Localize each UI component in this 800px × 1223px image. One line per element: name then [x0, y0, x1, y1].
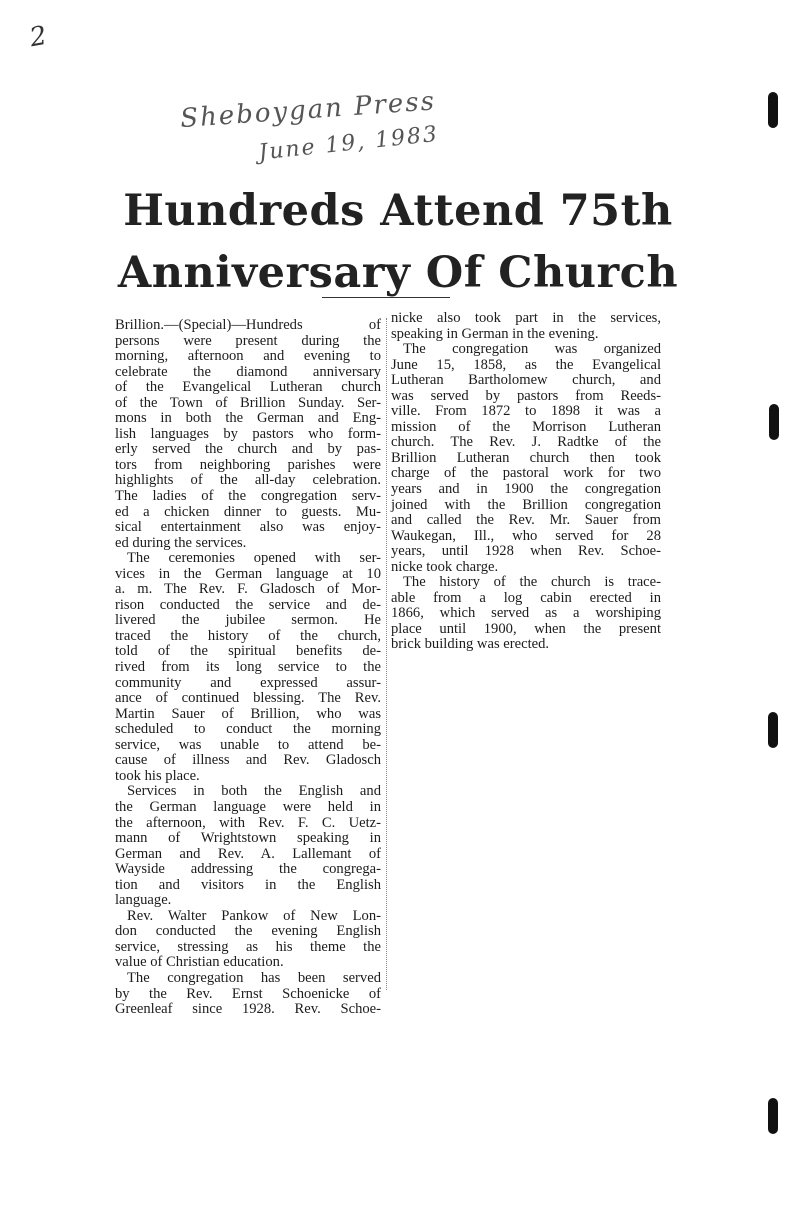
article-text-line: highlights of the all-day celebration.: [115, 472, 381, 489]
article-text-line: sical entertainment also was enjoy-: [115, 519, 381, 536]
article-text-line: brick building was erected.: [391, 636, 550, 653]
article-text-line: ville. From 1872 to 1898 it was a: [391, 403, 661, 420]
article-text-line: rived from its long service to the: [115, 659, 381, 676]
article-text-line: traced the history of the church,: [115, 627, 381, 644]
article-text-line: mission of the Morrison Lutheran: [391, 418, 661, 435]
article-text-line: Brillion.—(Special)—Hundreds of: [115, 317, 381, 333]
article-text-line: Wayside addressing the congrega-: [115, 861, 381, 878]
article-text-line: language.: [115, 892, 172, 909]
article-text-line: livered the jubilee sermon. He: [115, 612, 381, 629]
margin-hole-mark: [768, 92, 778, 128]
article-text-line: of the Evangelical Lutheran church: [115, 379, 381, 396]
article-text-line: value of Christian education.: [115, 954, 284, 971]
article-text-line: by the Rev. Ernst Schoenicke of: [115, 985, 381, 1002]
article-text-line: Lutheran Bartholomew church, and: [391, 372, 661, 389]
article-text-line: Services in both the English and: [127, 783, 381, 800]
article-text-line: the afternoon, with Rev. F. C. Uetz-: [115, 814, 381, 831]
article-text-line: The congregation has been served: [127, 969, 381, 986]
headline-line-2: Anniversary Of Church: [117, 248, 679, 298]
article-column-2: [391, 311, 661, 653]
column-divider: [386, 318, 387, 990]
article-text-line: celebrate the diamond anniversary: [115, 363, 381, 380]
article-text-line: speaking in German in the evening.: [391, 325, 599, 342]
headline-rule: [322, 297, 450, 298]
article-text-line: Waukegan, Ill., who served for 28: [391, 527, 661, 544]
article-text-line: service, stressing as his theme the: [115, 938, 381, 955]
article-text-line: persons were present during the: [115, 332, 381, 349]
article-text-line: cause of illness and Rev. Gladosch: [115, 752, 381, 769]
article-text-line: ance of continued blessing. The Rev.: [115, 690, 381, 707]
headline-line-1: Hundreds Attend 75th: [123, 186, 673, 236]
margin-hole-mark: [768, 712, 778, 748]
article-text-line: place until 1900, when the present: [391, 620, 661, 637]
article-text-line: The ceremonies opened with ser-: [127, 550, 381, 567]
article-text-line: years and in 1900 the congregation: [391, 481, 661, 498]
article-text-line: mann of Wrightstown speaking in: [115, 830, 381, 847]
article-text-line: able from a log cabin erected in: [391, 589, 661, 606]
article-text-line: morning, afternoon and evening to: [115, 348, 381, 365]
article-headline: [108, 180, 688, 304]
article-text-line: The congregation was organized: [403, 341, 661, 358]
article-text-line: church. The Rev. J. Radtke of the: [391, 434, 661, 451]
handwritten-date: June 19, 1983: [257, 121, 441, 166]
article-text-line: community and expressed assur-: [115, 674, 381, 691]
page-number: 2: [27, 20, 50, 54]
article-text-line: and called the Rev. Mr. Sauer from: [391, 512, 661, 529]
article-text-line: Martin Sauer of Brillion, who was: [115, 705, 381, 722]
article-text-line: Rev. Walter Pankow of New Lon-: [127, 907, 381, 924]
article-text-line: of the Town of Brillion Sunday. Ser-: [115, 394, 381, 411]
article-text-line: was served by pastors from Reeds-: [391, 387, 661, 404]
article-text-line: mons in both the German and Eng-: [115, 410, 381, 427]
article-text-line: erly served the church and by pas-: [115, 441, 381, 458]
margin-hole-mark: [769, 404, 779, 440]
article-text-line: scheduled to conduct the morning: [115, 721, 381, 738]
article-text-line: German and Rev. A. Lallemant of: [115, 845, 381, 862]
article-text-line: told of the spiritual benefits de-: [115, 643, 381, 660]
article-text-line: years, until 1928 when Rev. Schoe-: [391, 543, 661, 560]
article-text-line: charge of the pastoral work for two: [391, 465, 661, 482]
article-text-line: took his place.: [115, 767, 200, 784]
article-text-line: tion and visitors in the English: [115, 876, 381, 893]
article-text-line: vices in the German language at 10: [115, 565, 381, 582]
article-text-line: the German language were held in: [115, 798, 381, 815]
article-text-line: Brillion Lutheran church then took: [391, 449, 661, 466]
margin-hole-mark: [768, 1098, 778, 1134]
handwritten-source-note: [179, 86, 500, 166]
article-text-line: rison conducted the service and de-: [115, 596, 381, 613]
article-text-line: joined with the Brillion congregation: [391, 496, 661, 513]
article-text-line: 1866, which served as a worshiping: [391, 605, 661, 622]
article-text-line: Greenleaf since 1928. Rev. Schoe-: [115, 1001, 381, 1018]
article-text-line: service, was unable to attend be-: [115, 736, 381, 753]
article-text-line: tors from neighboring parishes were: [115, 456, 381, 473]
article-column-1: [115, 318, 381, 1018]
article-text-line: June 15, 1858, as the Evangelical: [391, 356, 661, 373]
article-text-line: ed during the services.: [115, 534, 247, 551]
article-text-line: nicke took charge.: [391, 558, 499, 575]
article-text-line: a. m. The Rev. F. Gladosch of Mor-: [115, 581, 381, 598]
article-text-line: don conducted the evening English: [115, 923, 381, 940]
article-text-line: nicke also took part in the services,: [391, 310, 661, 326]
article-text-line: The history of the church is trace-: [403, 574, 661, 591]
article-text-line: ed a chicken dinner to guests. Mu-: [115, 503, 381, 520]
article-text-line: The ladies of the congregation serv-: [115, 488, 381, 505]
handwritten-source: Sheboygan Press: [179, 86, 437, 135]
article-text-line: lish languages by pastors who form-: [115, 425, 381, 442]
